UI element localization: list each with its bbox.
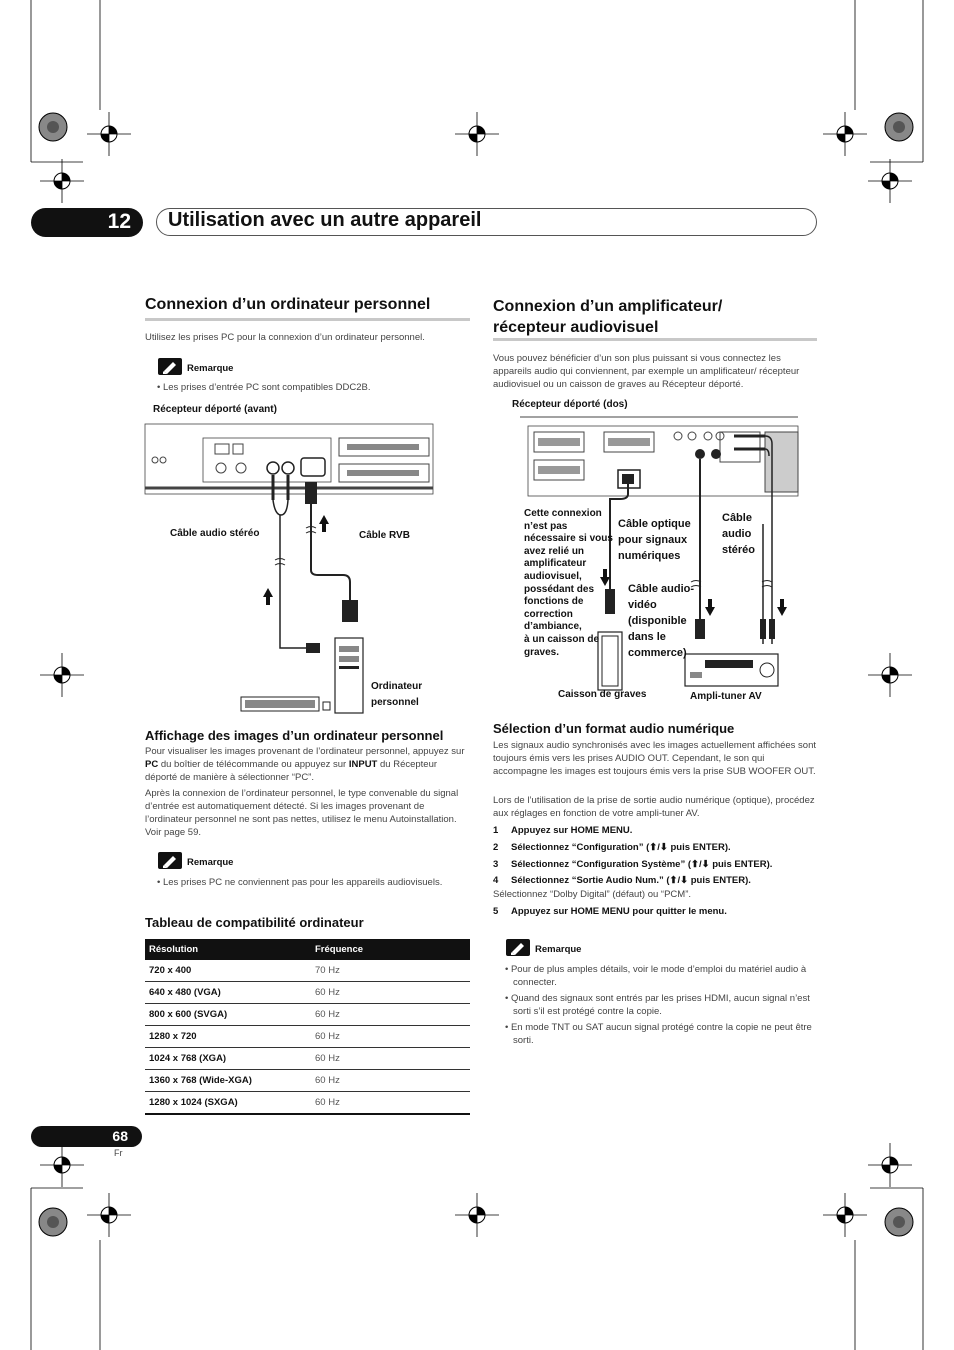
step-4-subtext: Sélectionnez “Dolby Digital” (défaut) ou “PCM”.	[493, 889, 691, 900]
connection-note-line: d’ambiance,	[524, 621, 582, 633]
connection-note-line: Cette connexion	[524, 508, 602, 519]
step-item: 1 Appuyez sur HOME MENU.	[493, 825, 633, 836]
connection-note-line: possédant des	[524, 583, 595, 595]
connection-note-line: audiovisuel,	[524, 570, 582, 582]
chapter-title: Utilisation avec un autre appareil	[168, 209, 482, 231]
connection-note-line: à un caisson de	[524, 633, 600, 645]
note-bullet: • Les prises PC ne conviennent pas pour les appareils audiovisuels.	[157, 877, 443, 888]
language-code: Fr	[114, 1148, 123, 1158]
note-bullets	[503, 963, 818, 1047]
cell-frequency: 60 Hz	[311, 1092, 470, 1115]
cell-frequency: 70 Hz	[311, 960, 470, 982]
cell-resolution: 720 x 400	[145, 960, 311, 982]
cell-resolution: 1280 x 1024 (SXGA)	[145, 1092, 311, 1115]
section-heading-pc: Connexion d’un ordinateur personnel	[145, 296, 431, 313]
subheading-digital-format: Sélection d’un format audio numérique	[493, 721, 735, 736]
table-row	[145, 1004, 470, 1026]
step-item: 2 Sélectionnez “Configuration” (⬆/⬇ puis ENTER).	[493, 842, 731, 853]
pc-connection-diagram	[143, 420, 473, 720]
label-subwoofer: Caisson de graves	[558, 689, 647, 700]
page-number-badge	[31, 1126, 142, 1147]
connection-note-line: graves.	[524, 646, 560, 658]
label-computer-line2: personnel	[371, 697, 419, 708]
table-row	[145, 1026, 470, 1048]
table-row	[145, 960, 470, 982]
compatibility-table	[145, 939, 470, 1115]
chapter-number-badge	[31, 208, 143, 237]
connection-note-line: fonctions de	[524, 596, 584, 608]
subheading-display-pc: Affichage des images d’un ordinateur personnel	[145, 728, 444, 743]
note-bullet: • Pour de plus amples détails, voir le mode d’emploi du matériel audio à connecter.	[505, 964, 807, 988]
label-rgb-cable: Câble RVB	[359, 530, 410, 541]
note-bullet: • Les prises d’entrée PC sont compatibles DDC2B.	[157, 382, 371, 393]
heading-rule	[493, 338, 817, 341]
table-row	[145, 1092, 470, 1115]
cell-resolution: 640 x 480 (VGA)	[145, 982, 311, 1004]
connection-note-line: nécessaire si vous	[524, 533, 613, 545]
label-optical-cable: Câble optique pour signaux numériques	[618, 518, 691, 562]
heading-rule	[145, 318, 470, 321]
connection-note-block	[524, 508, 613, 659]
step-item: 4 Sélectionnez “Sortie Audio Num.” (⬆/⬇ puis ENTER).	[493, 875, 751, 886]
cell-resolution: 1360 x 768 (Wide-XGA)	[145, 1070, 311, 1092]
step-item: 3 Sélectionnez “Configuration Système” (⬆/⬇ puis ENTER).	[493, 859, 773, 870]
page-number: 68	[112, 1128, 128, 1144]
pc-intro-text: Utilisez les prises PC pour la connexion d’un ordinateur personnel.	[145, 332, 425, 343]
cell-frequency: 60 Hz	[311, 1026, 470, 1048]
cell-frequency: 60 Hz	[311, 1004, 470, 1026]
label-stereo-cable: Câble audio stéréo	[722, 512, 756, 556]
table-row	[145, 982, 470, 1004]
label-av-amplifier: Ampli-tuner AV	[690, 691, 762, 702]
figure-title-front: Récepteur déporté (avant)	[153, 404, 277, 415]
steps-list	[493, 822, 818, 920]
amp-intro-text: Vous pouvez bénéficier d’un son plus puissant si vous connectez les appareils audio qui conviennent, par exemple un amplificateur/ récepteur audiovisuel ou un caisson de graves au Récepteur déporté.	[493, 353, 800, 390]
connection-note-line: correction	[524, 608, 573, 620]
format-paragraph-1: Les signaux audio synchronisés avec les images actuellement affichées sont toujours émis vers les prises AUDIO OUT. Cependant, le son qui accompagne les images est toujours émis vers la prise SUB WOOFER OUT.	[493, 740, 817, 777]
subheading-compat-table: Tableau de compatibilité ordinateur	[145, 915, 364, 930]
label-av-cable: Câble audio- vidéo (disponible dans le commerce)	[628, 583, 695, 659]
section-heading-amp-line2: récepteur audiovisuel	[493, 319, 659, 336]
connection-note-line: amplificateur	[524, 558, 587, 570]
column-header-resolution: Résolution	[145, 939, 311, 960]
display-paragraph-1: Pour visualiser les images provenant de l’ordinateur personnel, appuyez sur PC du boîtier de télécommande ou appuyez sur INPUT du Récepteur déporté de manière à sélectionner “PC”.	[145, 746, 465, 783]
figure-title-back: Récepteur déporté (dos)	[512, 399, 628, 410]
pencil-note-icon	[506, 939, 530, 956]
cell-frequency: 60 Hz	[311, 1048, 470, 1070]
section-heading-amp-line1: Connexion d’un amplificateur/	[493, 298, 723, 315]
cell-frequency: 60 Hz	[311, 982, 470, 1004]
display-paragraph-2: Après la connexion de l’ordinateur personnel, le type convenable du signal d’entrée est automatiquement détecté. Si les images provenant de l’ordinateur personnel ne sont pas nettes, utilisez le menu Autoinstallation. Voir page 59.	[145, 788, 459, 838]
label-computer-line1: Ordinateur	[371, 681, 423, 692]
note-label: Remarque	[187, 857, 234, 868]
label-stereo-audio-cable: Câble audio stéréo	[170, 528, 260, 539]
connection-note-line: avez relié un	[524, 545, 585, 557]
connection-note-line: n’est pas	[524, 520, 568, 532]
format-paragraph-2: Lors de l’utilisation de la prise de sortie audio numérique (optique), procédez aux réglages en fonction de votre ampli-tuner AV.	[493, 795, 815, 819]
note-label: Remarque	[535, 944, 582, 955]
table-row	[145, 1048, 470, 1070]
table-header-row	[145, 939, 470, 960]
note-bullet: • Quand des signaux sont entrés par les prises HDMI, aucun signal n’est sorti s’il est protégé contre la copie.	[505, 993, 810, 1017]
note-bullet: • En mode TNT ou SAT aucun signal protégé contre la copie ne peut être sorti.	[505, 1022, 812, 1046]
column-header-frequency: Fréquence	[311, 939, 470, 960]
step-item: 5 Appuyez sur HOME MENU pour quitter le menu.	[493, 906, 727, 917]
section-heading-amp	[493, 296, 722, 338]
table-row	[145, 1070, 470, 1092]
note-label: Remarque	[187, 363, 234, 374]
pencil-note-icon	[158, 358, 182, 375]
chapter-number: 12	[107, 210, 131, 233]
pencil-note-icon	[158, 852, 182, 869]
cell-resolution: 1280 x 720	[145, 1026, 311, 1048]
cell-frequency: 60 Hz	[311, 1070, 470, 1092]
cell-resolution: 800 x 600 (SVGA)	[145, 1004, 311, 1026]
cell-resolution: 1024 x 768 (XGA)	[145, 1048, 311, 1070]
